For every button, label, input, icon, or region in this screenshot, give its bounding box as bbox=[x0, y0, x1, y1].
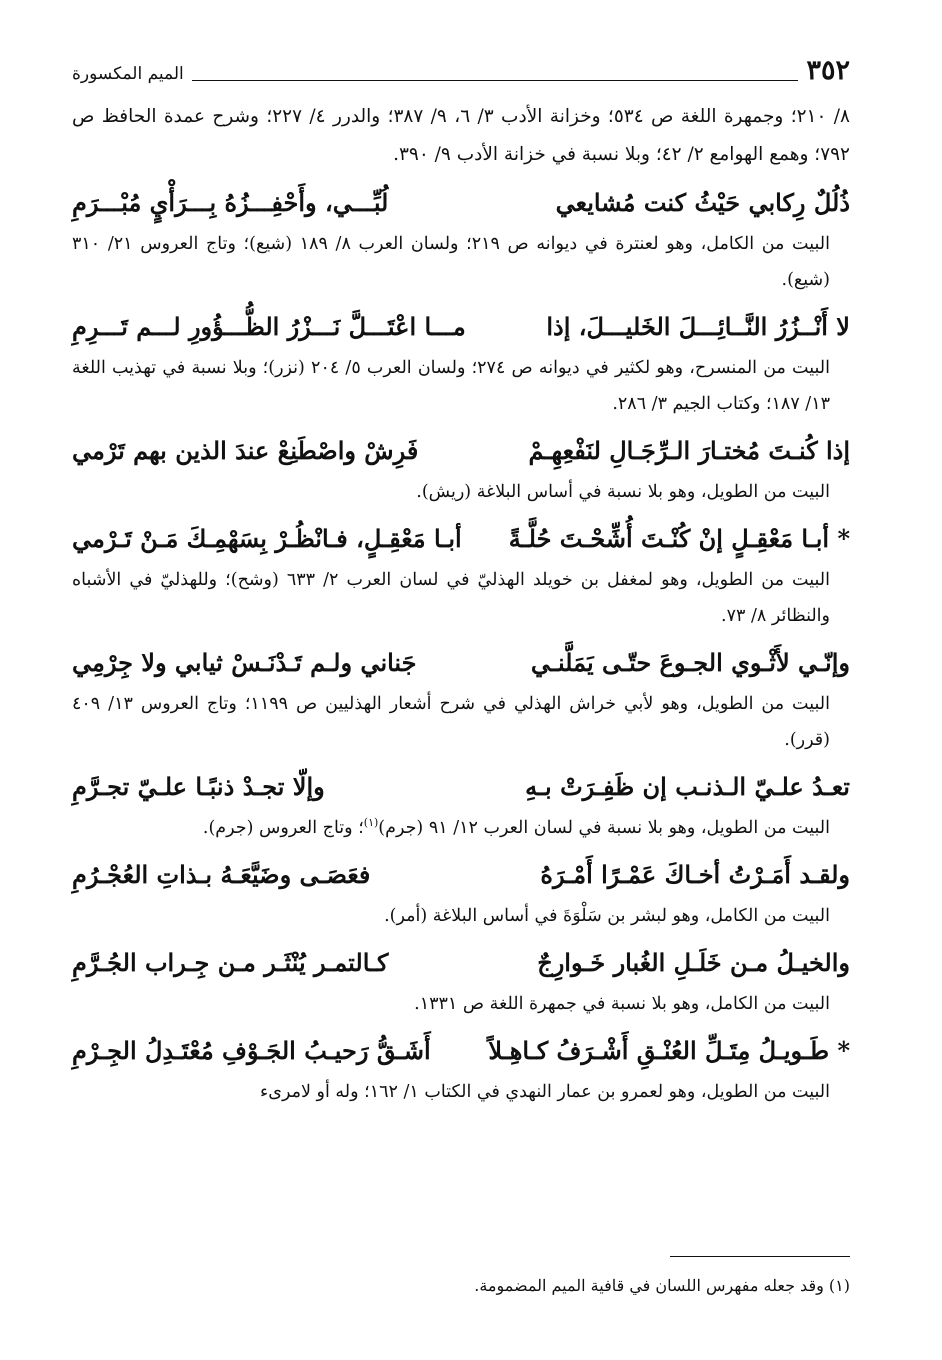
verse-source-note: البيت من الكامل، وهو لعنترة في ديوانه ص ٢١٩؛ ولسان العرب ٨/ ١٨٩ (شيع)؛ وتاج العروس ٢١/ ٣١٠ (شيع). bbox=[72, 234, 830, 290]
running-title: الميم المكسورة bbox=[72, 64, 184, 84]
verse-second-hemistich: فَرِشْ واصْطَنِعْ عندَ الذين بهم تَرْمي bbox=[72, 436, 419, 465]
verse-source-note bbox=[72, 810, 850, 846]
verse-first-hemistich: ولقـد أَمَـرْتُ أخـاكَ عَمْـرًا أَمْـرَهُ bbox=[540, 860, 850, 889]
verse-second-hemistich: جَناني ولـم تَـدْنَـسْ ثيابي ولا جِرْمِي bbox=[72, 648, 417, 677]
page-number: ٣٥٢ bbox=[806, 55, 850, 86]
note-text-tail: ؛ وتاج العروس (جرم). bbox=[202, 818, 364, 838]
verse-second-hemistich: أبـا مَعْقِـلٍ، فـانْظُـرْ بِسَهْمِـكَ مَـنْ تَـرْمي bbox=[72, 524, 462, 553]
verse-entry bbox=[72, 428, 850, 510]
footnote-text: (١) وقد جعله مفهرس اللسان في قافية الميم المضمومة. bbox=[474, 1276, 850, 1295]
verse-line bbox=[72, 940, 850, 986]
verse-second-hemistich: أَشَـقُّ رَحيـبُ الجَـوْفِ مُعْتَـدِلُ الجِـرْمِ bbox=[72, 1036, 431, 1065]
verse-first-hemistich: إذا كُنـتَ مُختـارَ الـرِّجَـالِ لنَفْعِهِـمْ bbox=[528, 436, 850, 465]
verse-second-hemistich: وإلّا تجـدْ ذنبًـا علـيّ تجـرَّمِ bbox=[72, 772, 325, 801]
verse-line bbox=[72, 428, 850, 474]
verse-source-note: البيت من الطويل، وهو لأبي خراش الهذلي في شرح أشعار الهذليين ص ١١٩٩؛ وتاج العروس ١٣/ ٤٠٩ (قرر). bbox=[72, 694, 830, 750]
verse-second-hemistich: لُبِّـــي، وأَحْفِـــزُهُ بِـــرَأْيٍ مُبْـــرَمِ bbox=[72, 188, 389, 217]
page-header bbox=[72, 56, 850, 86]
verse-second-hemistich: كـالتمـر يُنْثَـر مـن جِـراب الجُـرَّمِ bbox=[72, 948, 389, 977]
verse-source-note: البيت من الكامل، وهو لبشر بن سَلْوَةَ في أساس البلاغة (أمر). bbox=[384, 906, 830, 926]
verse-first-hemistich: تعـدُ علـيّ الـذنـب إن ظَفِـرَتْ بـهِ bbox=[525, 772, 850, 801]
verse-line bbox=[72, 1028, 850, 1074]
verse-first-hemistich: وإنّـي لأَثْـوي الجـوعَ حتّـى يَمَلَّنـي bbox=[530, 648, 850, 677]
verse-first-hemistich: * طَـويـلُ مِتَـلِّ العُنْـقِ أَشْـرَفُ كـاهِـلاً bbox=[488, 1036, 850, 1065]
verse-line bbox=[72, 180, 850, 226]
intro-text: ٨/ ٢١٠؛ وجمهرة اللغة ص ٥٣٤؛ وخزانة الأدب ٣/ ٦، ٩/ ٣٨٧؛ والدرر ٤/ ٢٢٧؛ وشرح عمدة الحافظ ص ٧٩٢؛ وهمع الهوامع ٢/ ٤٢؛ وبلا نسبة في خزانة الأدب ٩/ ٣٩٠. bbox=[72, 106, 850, 165]
verse-line bbox=[72, 764, 850, 810]
verse-source-note: البيت من الطويل، وهو بلا نسبة في أساس البلاغة (ريش). bbox=[416, 482, 830, 502]
verse-line bbox=[72, 304, 850, 350]
verse-source-note: البيت من الطويل، وهو لعمرو بن عمار النهدي في الكتاب ١/ ١٦٢؛ وله أو لامرىء bbox=[260, 1082, 830, 1102]
verse-first-hemistich: ذُلُلٌ رِكابي حَيْثُ كنت مُشايعي bbox=[555, 188, 850, 217]
verse-line bbox=[72, 516, 850, 562]
verse-line bbox=[72, 852, 850, 898]
verse-source-note: البيت من الكامل، وهو بلا نسبة في جمهرة اللغة ص ١٣٣١. bbox=[414, 994, 830, 1014]
verse-second-hemistich: مـــا اعْتَـــلَّ نَـــزْرُ الظُّـــؤُورِ لـــم تَـــرِمِ bbox=[72, 312, 466, 341]
verse-line bbox=[72, 640, 850, 686]
verse-entry bbox=[72, 764, 850, 846]
verse-entries bbox=[72, 180, 850, 1110]
header-rule bbox=[192, 80, 799, 81]
verse-entry bbox=[72, 516, 850, 634]
page bbox=[72, 56, 850, 1116]
footnotes bbox=[72, 1256, 850, 1301]
verse-entry bbox=[72, 640, 850, 758]
verse-first-hemistich: * أبـا مَعْقِـلٍ إنْ كُنْـتَ أُشِّحْـتَ حُلَّـةً bbox=[508, 524, 850, 553]
footnote-rule bbox=[670, 1256, 850, 1257]
verse-first-hemistich: لا أَنْــزُرُ النَّــائِـــلَ الخَليـــلَ، إذا bbox=[546, 312, 850, 341]
verse-entry bbox=[72, 180, 850, 298]
verse-source-note: البيت من المنسرح، وهو لكثير في ديوانه ص ٢٧٤؛ ولسان العرب ٥/ ٢٠٤ (نزر)؛ وبلا نسبة في تهذيب اللغة ١٣/ ١٨٧؛ وكتاب الجيم ٣/ ٢٨٦. bbox=[72, 358, 830, 414]
verse-entry bbox=[72, 852, 850, 934]
verse-entry bbox=[72, 304, 850, 422]
verse-first-hemistich: والخيـلُ مـن خَلَـلِ الغُبار خَـوارِجٌ bbox=[537, 948, 850, 977]
note-text: البيت من الطويل، وهو بلا نسبة في لسان العرب ١٢/ ٩١ (جرم) bbox=[378, 818, 830, 838]
verse-entry bbox=[72, 940, 850, 1022]
footnote-reference[interactable]: (١) bbox=[363, 816, 379, 830]
verse-source-note: البيت من الطويل، وهو لمغفل بن خويلد الهذليّ في لسان العرب ٢/ ٦٣٣ (وشح)؛ وللهذليّ في الأشباه والنظائر ٨/ ٧٣. bbox=[72, 570, 830, 626]
verse-second-hemistich: فعَصَـى وضَيَّعَـهُ بـذاتِ العُجْـرُمِ bbox=[72, 860, 371, 889]
verse-entry bbox=[72, 1028, 850, 1110]
